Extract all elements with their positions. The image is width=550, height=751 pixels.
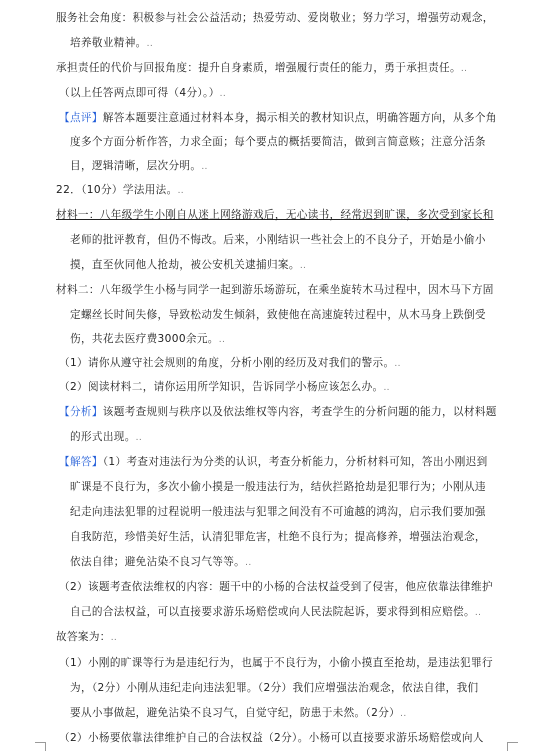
line-text: 故答案为：	[56, 631, 111, 643]
question-heading	[56, 183, 184, 198]
paragraph-mark: ..	[299, 261, 307, 271]
line-text: 材料二：八年级学生小杨与同学一起到游乐场游玩，在乘坐旋转木马过程中，因木马下方固	[56, 284, 494, 296]
text-line	[70, 308, 486, 323]
page-corner-mark-right	[507, 742, 518, 751]
text-line	[70, 159, 208, 174]
paragraph-mark: ..	[245, 558, 252, 568]
paragraph-mark: ..	[218, 335, 226, 345]
paragraph-mark: ..	[400, 709, 407, 719]
line-text: 摸，直至伙同他人抢劫，被公安机关逮捕归案。	[70, 259, 300, 271]
line-text: （2）阅读材料二，请你运用所学知识，告诉同学小杨应该怎么办。	[59, 381, 384, 393]
line-text: 要从小事做起，避免沾染不良习气，自觉守纪，防患于未然。（2分）	[70, 707, 401, 719]
text-line	[70, 605, 481, 620]
line-text: 22．（10分）学法用法。	[56, 184, 178, 196]
text-line	[70, 36, 153, 51]
line-text: 旷课是不良行为，多次小偷小摸是一般违法行为，结伙拦路抢劫是犯罪行为；小刚从违	[70, 481, 486, 493]
paragraph-mark: ..	[383, 383, 390, 393]
text-line	[70, 706, 407, 721]
text-line	[59, 86, 226, 101]
paragraph-mark: ..	[474, 608, 482, 618]
text-line	[70, 530, 486, 545]
line-text: 培养敬业精神。	[70, 37, 147, 49]
line-text: 解答本题要注意通过材料本身，揭示相关的教材知识点，明确答题方向，从多个角	[102, 112, 497, 124]
line-text: （以上任答两点即可得（4分）。）	[59, 87, 220, 99]
line-text: 老师的批评教育，但仍不悔改。后来，小刚结识一些社会上的不良分子，开始是小偷小	[70, 234, 486, 246]
text-line	[59, 405, 497, 420]
line-text: 承担责任的代价与回报角度：提升自身素质，增强履行责任的能力，勇于承担责任。	[56, 62, 461, 74]
paragraph-mark: ..	[146, 39, 154, 49]
comment-tag: 【点评】	[59, 112, 103, 124]
line-text: 定螺丝长时间失修，导致松动发生倾斜，致使他在高速旋转过程中，从木马身上跌倒受	[70, 309, 486, 321]
text-line	[70, 233, 486, 248]
text-line	[70, 430, 142, 445]
line-text: 的形式出现。	[70, 431, 136, 443]
text-line	[56, 61, 467, 76]
line-text: 为，（2分）小刚从违纪走向违法犯罪。（2分）我们应增强法治观念，依法自律，我们	[70, 682, 479, 694]
text-line	[70, 555, 252, 570]
page-corner-mark-left	[35, 742, 46, 751]
text-line	[59, 380, 390, 395]
answer-tag: 【解答】	[59, 456, 103, 468]
text-line	[70, 480, 486, 495]
line-text: 依法自律；避免沾染不良习气等等。	[70, 556, 246, 568]
line-text: （2）小杨要依靠法律维护自己的合法权益（2分）。小杨可以直接要求游乐场赔偿或向人	[59, 732, 484, 744]
text-line	[59, 111, 497, 126]
line-text: 服务社会角度：积极参与社会公益活动；热爱劳动、爱岗敬业；努力学习，增强劳动观念，	[56, 12, 494, 24]
line-text: 材料一：八年级学生小刚自从迷上网络游戏后，无心读书，经常迟到旷课，多次受到家长和	[56, 209, 494, 221]
paragraph-mark: ..	[219, 89, 227, 99]
text-line	[56, 630, 117, 645]
text-line	[59, 731, 484, 746]
line-text: 度多个方面分析作答，力求全面；每个要点的概括要简洁，做到言简意赅；注意分活条	[70, 136, 486, 148]
text-line	[59, 356, 401, 371]
text-line	[70, 681, 479, 696]
line-text: 自己的合法权益，可以直接要求游乐场赔偿或向人民法院起诉，要求得到相应赔偿。	[70, 606, 475, 618]
text-line	[59, 656, 493, 671]
paragraph-mark: ..	[394, 359, 401, 369]
text-line	[56, 11, 494, 26]
line-text: （1）考查对违法行为分类的认识，考查分析能力，分析材料可知，答出小刚迟到	[102, 456, 488, 468]
line-text: （2）该题考查依法维权的内容：题干中的小杨的合法权益受到了侵害，他应依靠法律维护	[59, 581, 493, 593]
line-text: 该题考查规则与秩序以及依法维权等内容，考查学生的分析问题的能力，以材料题	[102, 406, 497, 418]
text-line	[70, 332, 225, 347]
line-text: （1）请你从遵守社会规则的角度，分析小刚的经历及对我们的警示。	[59, 357, 395, 369]
paragraph-mark: ..	[177, 186, 184, 196]
line-text: 自我防范，珍惜美好生活，认清犯罪危害，杜绝不良行为；提高修养，增强法治观念，	[70, 531, 486, 543]
text-line	[56, 283, 494, 298]
paragraph-mark: ..	[201, 162, 208, 172]
text-line	[56, 208, 494, 223]
text-line	[59, 455, 488, 470]
text-line	[70, 258, 306, 273]
analysis-tag: 【分析】	[59, 406, 103, 418]
text-line	[70, 135, 486, 150]
text-line	[59, 580, 493, 595]
line-text: 目，逻辑清晰，层次分明。	[70, 160, 202, 172]
paragraph-mark: ..	[460, 64, 468, 74]
text-line	[70, 505, 486, 520]
line-text: （1）小刚的旷课等行为是违纪行为，也属于不良行为，小偷小摸直至抢劫，是违法犯罪行	[59, 657, 493, 669]
paragraph-mark: ..	[135, 433, 143, 443]
line-text: 伤，共花去医疗费3000余元。	[70, 333, 219, 345]
line-text: 纪走向违法犯罪的过程说明一般违法与犯罪之间没有不可逾越的鸿沟，启示我们要加强	[70, 506, 486, 518]
paragraph-mark: ..	[110, 633, 118, 643]
